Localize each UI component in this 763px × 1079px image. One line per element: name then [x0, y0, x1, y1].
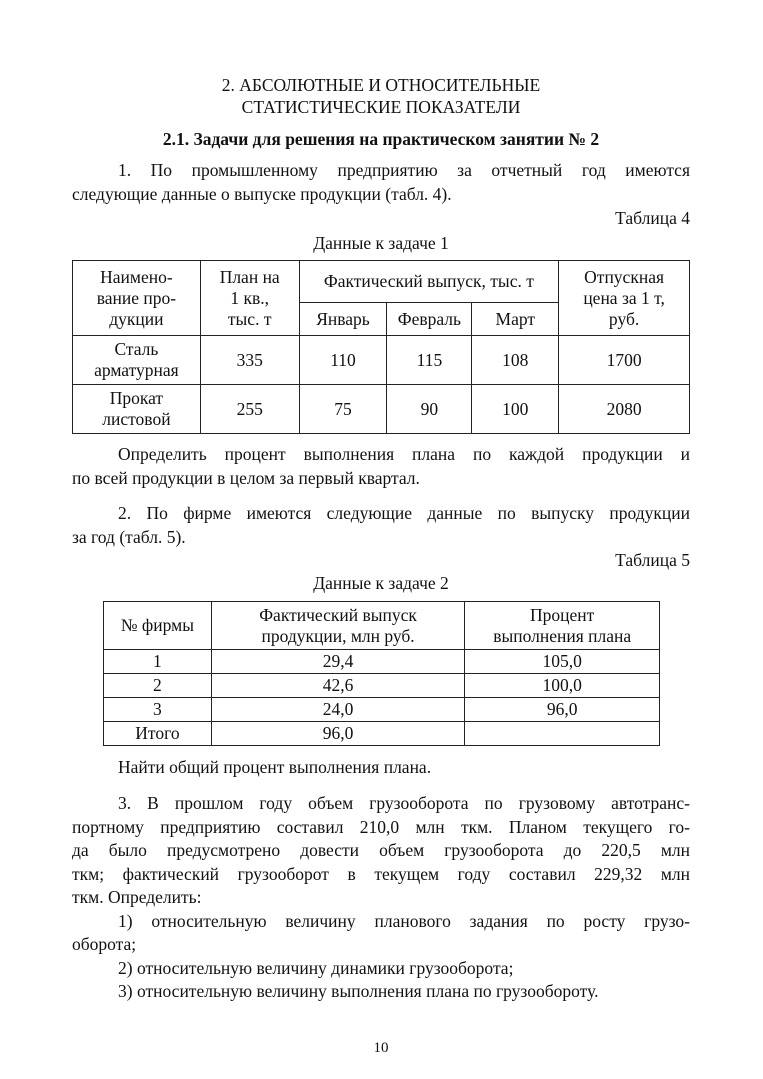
table4-header-jan: Январь	[299, 303, 387, 336]
table4-cell-name-l2: листовой	[102, 409, 171, 429]
task1-question-line1: Определить процент выполнения плана по каждой продукции и	[118, 444, 690, 464]
table-row	[104, 650, 660, 674]
table4-cell-mar: 108	[472, 336, 559, 385]
table4-cell-name-l1: Прокат	[109, 388, 164, 408]
table5-cell-output: 96,0	[211, 722, 465, 746]
task1-question-line2: по всей продукции в целом за первый квартал.	[72, 467, 420, 488]
page-number: 10	[373, 1040, 389, 1056]
section-title: 2.1. Задачи для решения на практическом занятии № 2	[162, 129, 600, 149]
table5-cell-firm: 1	[104, 650, 212, 674]
table4-cell-price: 2080	[559, 385, 690, 434]
task2-text-line2: за год (табл. 5).	[72, 526, 186, 547]
table4-header-price-l3: руб.	[608, 308, 640, 329]
table4-cell-name	[73, 385, 201, 434]
table4-header-feb: Февраль	[387, 303, 472, 336]
table4-header-price-l2: цена за 1 т,	[583, 287, 665, 308]
table4-header-plan-l2: 1 кв.,	[230, 287, 270, 308]
task1-text	[72, 159, 690, 206]
table4-cell-price: 1700	[559, 336, 690, 385]
table4-header-name-l3: дукции	[109, 308, 164, 329]
table-row	[104, 698, 660, 722]
task3-item1-line1: 1) относительную величину планового задания по росту грузо-	[118, 910, 690, 931]
task3-line3: да было предусмотрено довести объем грузооборота до 220,5 млн	[72, 840, 690, 860]
task3-item1-line2: оборота;	[72, 934, 137, 954]
table4-cell-feb: 115	[387, 336, 472, 385]
chapter-title-line2: СТАТИСТИЧЕСКИЕ ПОКАЗАТЕЛИ	[241, 97, 521, 117]
table5-label: Таблица 5	[615, 550, 690, 570]
table4	[72, 260, 690, 434]
table-row	[104, 674, 660, 698]
table4-header-price	[559, 261, 690, 336]
task1-text-line1: 1. По промышленному предприятию за отчетный год имеются	[118, 160, 690, 180]
task3-item2: 2) относительную величину динамики грузооборота;	[118, 957, 514, 978]
table4-header-plan-l3: тыс. т	[227, 308, 272, 329]
table5-cell-output: 29,4	[211, 650, 465, 674]
chapter-title-line1: 2. АБСОЛЮТНЫЕ И ОТНОСИТЕЛЬНЫЕ	[221, 75, 541, 95]
task3-line1: 3. В прошлом году объем грузооборота по грузовому автотранс-	[118, 793, 690, 813]
table5-cell-output: 42,6	[211, 674, 465, 698]
table4-cell-mar: 100	[472, 385, 559, 434]
table4-cell-name-l1: Сталь	[114, 339, 159, 359]
table5	[103, 601, 660, 746]
task3-line4: ткм; фактический грузооборот в текущем году составил 229,32 млн	[72, 863, 690, 884]
table4-caption: Данные к задаче 1	[313, 233, 449, 253]
table4-cell-jan: 75	[299, 385, 387, 434]
task2-question	[72, 756, 690, 780]
task3-line5: ткм. Определить:	[72, 887, 202, 907]
table5-header-output-l1: Фактический выпуск	[259, 604, 417, 625]
table4-cell-plan: 335	[200, 336, 299, 385]
table4-cell-name	[73, 336, 201, 385]
table4-cell-plan: 255	[200, 385, 299, 434]
table5-header-percent-l1: Процент	[530, 604, 595, 625]
table5-header-firm: № фирмы	[104, 602, 212, 650]
table5-cell-percent: 96,0	[465, 698, 660, 722]
table4-header-plan	[200, 261, 299, 336]
task3-text	[72, 792, 690, 1004]
table-row	[73, 385, 690, 434]
table4-header-name	[73, 261, 201, 336]
table5-cell-firm: 2	[104, 674, 212, 698]
table4-header-name-l1: Наимено-	[100, 266, 173, 287]
table5-header-output-l2: продукции, млн руб.	[261, 625, 415, 646]
table5-cell-output: 24,0	[211, 698, 465, 722]
table5-header-percent	[465, 602, 660, 650]
task3-item3: 3) относительную величину выполнения плана по грузообороту.	[118, 981, 599, 1001]
table4-header-mar: Март	[472, 303, 559, 336]
table4-cell-name-l2: арматурная	[94, 360, 179, 380]
table4-cell-feb: 90	[387, 385, 472, 434]
table4-header-name-l2: вание про-	[96, 287, 177, 308]
table5-cell-percent	[465, 722, 660, 746]
table5-cell-percent: 105,0	[465, 650, 660, 674]
chapter-title	[72, 74, 690, 118]
task2-question-text: Найти общий процент выполнения плана.	[118, 757, 432, 777]
task2-text	[72, 502, 690, 549]
table5-cell-firm: Итого	[104, 722, 212, 746]
table4-label: Таблица 4	[615, 208, 690, 228]
task2-text-line1: 2. По фирме имеются следующие данные по выпуску продукции	[118, 503, 690, 523]
table-row	[104, 722, 660, 746]
table4-header-fact: Фактический выпуск, тыс. т	[299, 261, 559, 303]
table5-cell-firm: 3	[104, 698, 212, 722]
table4-header-plan-l1: План на	[219, 266, 280, 287]
task1-text-line2: следующие данные о выпуске продукции (табл. 4).	[72, 183, 452, 204]
table5-cell-percent: 100,0	[465, 674, 660, 698]
task3-line2: портному предприятию составил 210,0 млн ткм. Планом текущего го-	[72, 816, 690, 837]
task1-question	[72, 443, 690, 490]
table-row	[73, 336, 690, 385]
table5-caption: Данные к задаче 2	[313, 573, 449, 593]
table4-cell-jan: 110	[299, 336, 387, 385]
table5-header-output	[211, 602, 465, 650]
table5-header-percent-l2: выполнения плана	[493, 625, 632, 646]
table4-header-price-l1: Отпускная	[584, 266, 665, 287]
